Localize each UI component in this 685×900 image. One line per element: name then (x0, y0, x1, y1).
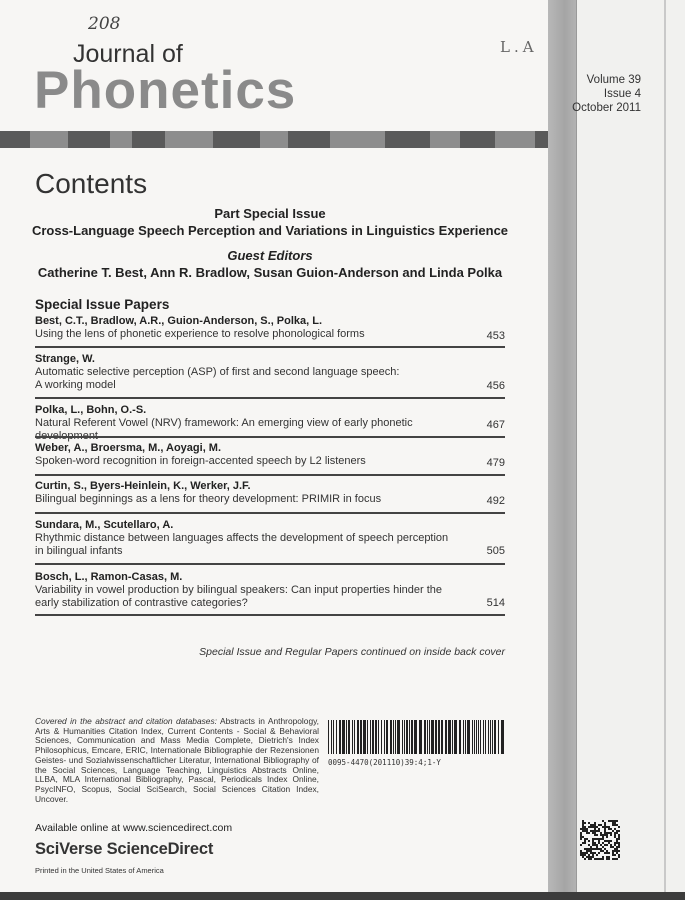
continued-note: Special Issue and Regular Papers continued on inside back cover (199, 646, 505, 658)
paper-title: Using the lens of phonetic experience to resolve phonological forms (35, 328, 365, 340)
paper-entry (35, 314, 505, 348)
guest-editors-label: Guest Editors (227, 248, 313, 263)
date-label: October 2011 (572, 102, 641, 114)
paper-authors: Bosch, L., Ramon-Casas, M. (35, 571, 183, 583)
issue-label: Issue 4 (603, 88, 641, 100)
available-online-text: Available online at www.sciencedirect.com (35, 822, 233, 834)
entry-divider (35, 436, 505, 438)
paper-authors: Strange, W. (35, 353, 95, 365)
paper-title: in bilingual infants (35, 545, 123, 557)
paper-authors: Curtin, S., Byers-Heinlein, K., Werker, J.F. (35, 480, 251, 492)
paper-entry (35, 403, 505, 439)
paper-title: Variability in vowel production by bilingual speakers: Can input properties hinder the (35, 584, 443, 596)
paper-authors: Polka, L., Bohn, O.-S. (35, 404, 147, 416)
paper-title: Natural Referent Vowel (NRV) framework: An emerging view of early phonetic (35, 417, 413, 429)
entry-divider (35, 346, 505, 348)
entry-divider (35, 397, 505, 399)
paper-page: 505 (486, 545, 505, 557)
handwritten-number: 208 (88, 14, 121, 34)
handwritten-initials: L.A (500, 38, 538, 56)
paper-entry (35, 441, 505, 477)
paper-entry (35, 518, 505, 566)
coverage-databases (35, 717, 319, 804)
paper-authors: Best, C.T., Bradlow, A.R., Guion-Anderson, S., Polka, L. (35, 315, 323, 327)
paper-title: Rhythmic distance between languages affects the development of speech perception (35, 532, 449, 544)
paper-entry (35, 479, 505, 515)
paper-authors: Sundara, M., Scutellaro, A. (35, 519, 174, 531)
barcode (328, 720, 506, 754)
page-edge-line (664, 0, 666, 900)
paper-title: Bilingual beginnings as a lens for theory development: PRIMIR in focus (35, 493, 382, 505)
special-issue-title: Cross-Language Speech Perception and Variations in Linguistics Experience (31, 223, 509, 238)
paper-entry (35, 570, 505, 618)
paper-title: Automatic selective perception (ASP) of first and second language speech: (35, 366, 400, 378)
paper-authors: Weber, A., Broersma, M., Aoyagi, M. (35, 442, 222, 454)
barcode-number: 0095-4470(201110)39:4;1-Y (328, 758, 441, 767)
volume-label: Volume 39 (586, 74, 641, 86)
entry-divider (35, 474, 505, 476)
journal-title: Phonetics (34, 61, 297, 120)
contents-heading: Contents (35, 168, 148, 199)
paper-page: 479 (486, 457, 505, 469)
coverage-lead: Covered in the abstract and citation databases: (35, 716, 217, 726)
entry-divider (35, 614, 505, 616)
printed-in-text: Printed in the United States of America (35, 866, 164, 875)
part-special-issue-label: Part Special Issue (214, 206, 326, 221)
entry-divider (35, 563, 505, 565)
paper-page: 492 (486, 495, 505, 507)
entry-divider (35, 512, 505, 514)
section-heading: Special Issue Papers (35, 297, 170, 312)
paper-title: Spoken-word recognition in foreign-accented speech by L2 listeners (35, 455, 366, 467)
paper-title: early stabilization of contrastive categories? (35, 597, 248, 609)
scanner-shadow-strip (548, 0, 576, 900)
scan-margin (576, 0, 685, 900)
paper-title: A working model (35, 379, 116, 391)
paper-page: 456 (486, 380, 505, 392)
paper-page: 514 (486, 597, 505, 609)
paper-page: 453 (486, 330, 505, 342)
guest-editors-names: Catherine T. Best, Ann R. Bradlow, Susan Guion-Anderson and Linda Polka (37, 265, 503, 280)
sciencedirect-logo: SciVerse ScienceDirect (35, 840, 214, 858)
decorative-band (0, 131, 548, 148)
coverage-text: Abstracts in Anthropology, Arts & Humanities Citation Index, Current Contents - Social & Behavioral Sciences, Communication and Mass Media Complete, Dietrich's Index Philosophicus, Emcare, ERIC, Internationale Bibliographie der Rezensionen Geistes- und Sozialwissenschaftlicher Literatur, International Bibliography of the Social Sciences, Language Teaching, Linguistics Abstracts Online, LLBA, MLA International Bibliography, Pascal, Periodicals Index Online, PsycINFO, Scopus, Social SciSearch, Social Sciences Citation Index, Uncover. (35, 716, 319, 804)
scan-bottom-edge (0, 892, 685, 900)
paper-page: 467 (486, 419, 505, 431)
journal-of-label: Journal of (73, 40, 183, 68)
qr-code-icon (580, 820, 620, 860)
paper-entry (35, 352, 505, 400)
